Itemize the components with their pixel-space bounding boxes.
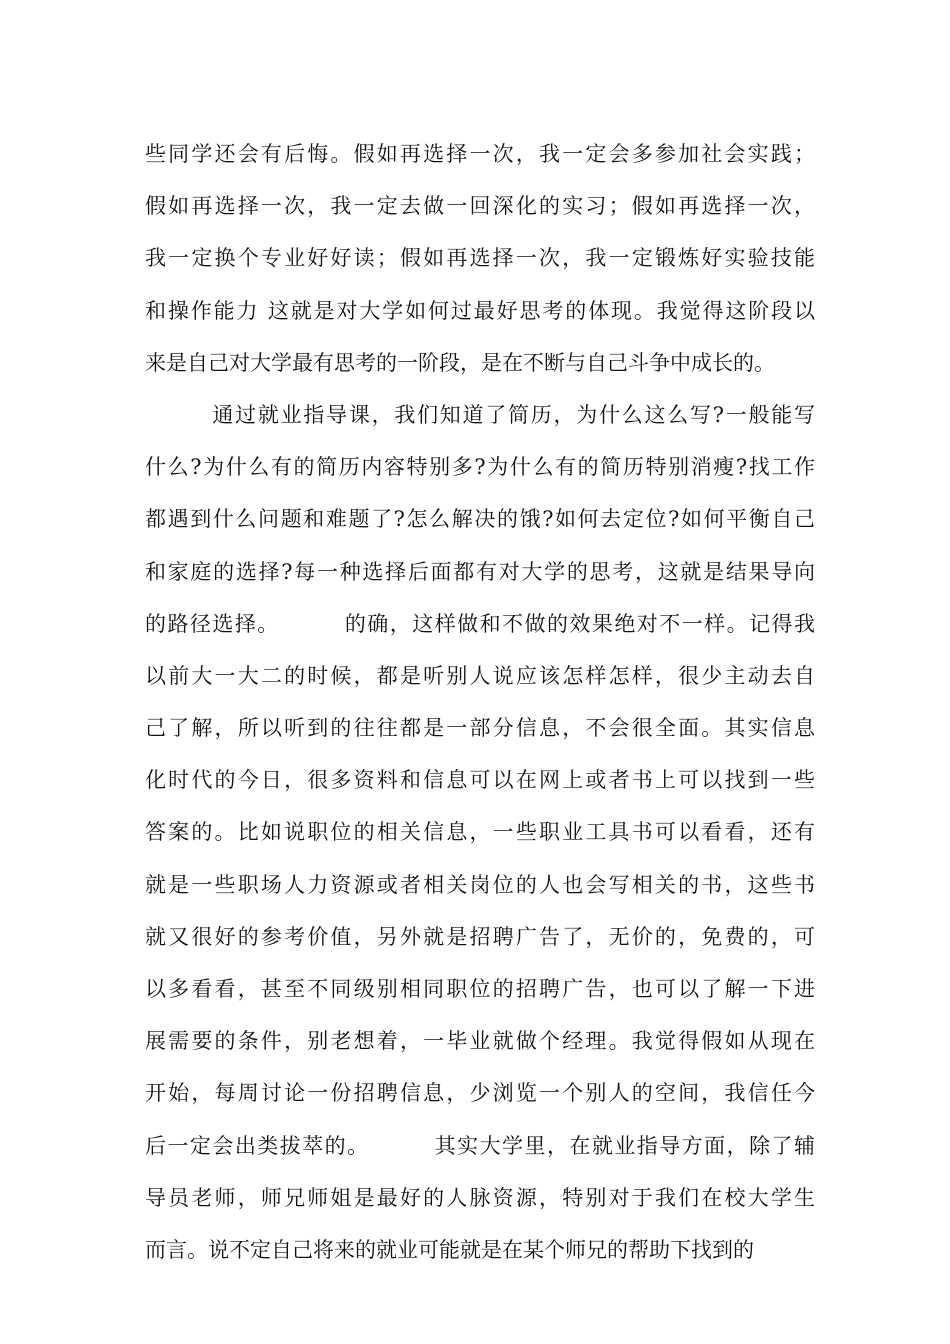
text-line: 己了解，所以听到的往往都是一部分信息，不会很全面。其实信息 (145, 716, 815, 741)
text-line: 什么?为什么有的简历内容特别多?为什么有的简历特别消瘦?找工作 (145, 455, 815, 480)
text-line: 来是自己对大学最有思考的一阶段，是在不断与自己斗争中成长的。 (145, 350, 775, 375)
text-line: 就是一些职场人力资源或者相关岗位的人也会写相关的书，这些书 (145, 872, 815, 897)
text-line: 而言。说不定自己将来的就业可能就是在某个师兄的帮助下找到的 (145, 1237, 754, 1262)
text-line: 化时代的今日，很多资料和信息可以在网上或者书上可以找到一些 (145, 768, 815, 793)
text-line: 和操作能力 这就是对大学如何过最好思考的体现。我觉得这阶段以 (145, 298, 815, 323)
text-line: 以多看看，甚至不同级别相同职位的招聘广告，也可以了解一下进 (145, 977, 815, 1001)
text-line: 都遇到什么问题和难题了?怎么解决的饿?如何去定位?如何平衡自己 (145, 507, 815, 532)
text-line: 些同学还会有后悔。假如再选择一次，我一定会多参加社会实践； (145, 142, 815, 166)
text-line: 我一定换个专业好好读；假如再选择一次，我一定锻炼好实验技能 (145, 246, 815, 271)
text-line: 假如再选择一次，我一定去做一回深化的实习；假如再选择一次， (145, 194, 815, 219)
body-text (145, 128, 815, 1276)
text-line: 展需要的条件，别老想着，一毕业就做个经理。我觉得假如从现在 (145, 1029, 815, 1054)
text-line: 通过就业指导课，我们知道了简历，为什么这么写?一般能写 (145, 402, 815, 427)
text-line: 后一定会出类拔萃的。 其实大学里，在就业指导方面，除了辅 (145, 1133, 815, 1158)
text-line: 和家庭的选择?每一种选择后面都有对大学的思考，这就是结果导向 (145, 559, 815, 584)
text-line: 导员老师，师兄师姐是最好的人脉资源，特别对于我们在校大学生 (145, 1185, 815, 1210)
text-line: 就又很好的参考价值，另外就是招聘广告了，无价的，免费的，可 (145, 924, 815, 949)
text-line: 答案的。比如说职位的相关信息，一些职业工具书可以看看，还有 (145, 820, 815, 845)
text-line: 以前大一大二的时候，都是听别人说应该怎样怎样，很少主动去自 (145, 663, 815, 688)
text-line: 的路径选择。 的确，这样做和不做的效果绝对不一样。记得我 (145, 611, 815, 636)
text-line: 开始，每周讨论一份招聘信息，少浏览一个别人的空间，我信任今 (145, 1081, 815, 1106)
